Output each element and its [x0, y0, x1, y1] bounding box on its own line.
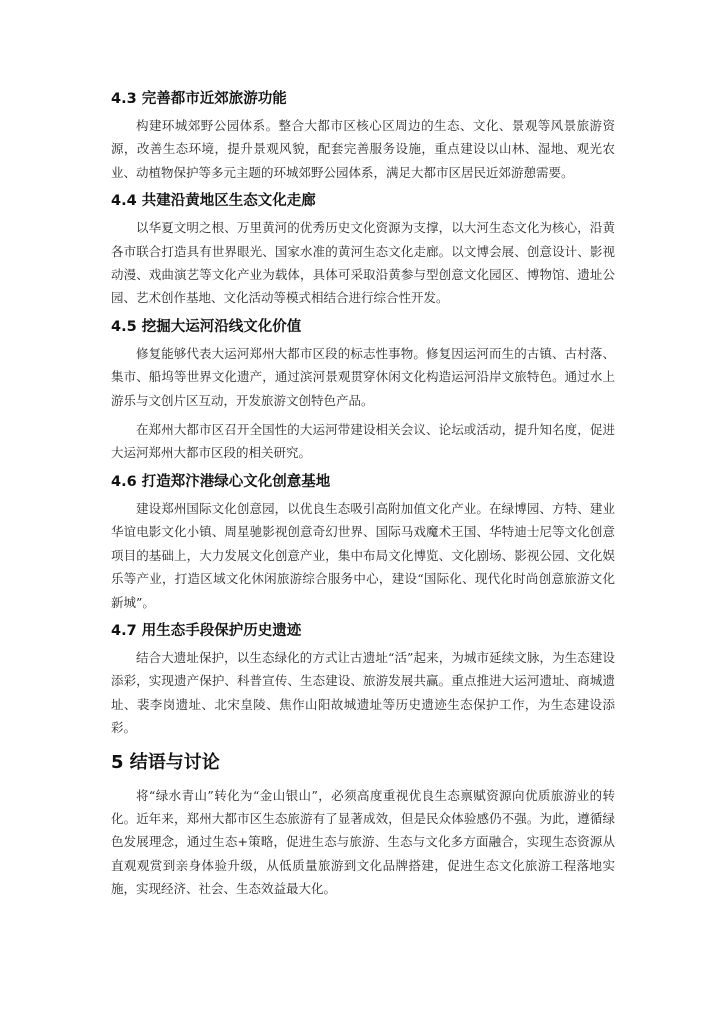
- chapter-heading: 5 结语与讨论: [111, 751, 220, 773]
- section-heading: 4.4 共建沿黄地区生态文化走廊: [111, 193, 316, 210]
- page-body: [111, 88, 615, 907]
- paragraph: 结合大遗址保护，以生态绿化的方式让古遗址“活”起来，为城市延续文脉，为生态建设添彩，实现遗产保护、科普宣传、生态建设、旅游发展共赢。重点推进大运河遗址、商城遗址、裴李岗遗址、北宋皇陵、焦作山阳故城遗址等历史遗迹生态保护工作，为生态建设添彩。: [111, 649, 615, 736]
- paragraph: 建设郑州国际文化创意园，以优良生态吸引高附加值文化产业。在绿博园、方特、建业华谊电影文化小镇、周星驰影视创意奇幻世界、国际马戏魔术王国、华特迪士尼等文化创意项目的基础上，大力发展文化创意产业，集中布局文化博览、文化剧场、影视公园、文化娱乐等产业，打造区域文化休闲旅游综合服务中心，建设“国际化、现代化时尚创意旅游文化新城”。: [111, 500, 615, 610]
- section-heading: 4.5 挖掘大运河沿线文化价值: [111, 318, 302, 335]
- chapter-5-conclusion: [111, 750, 615, 901]
- section-heading: 4.6 打造郑汴港绿心文化创意基地: [111, 473, 331, 490]
- section-4-4: [111, 190, 615, 310]
- section-4-6: [111, 471, 615, 614]
- section-heading: 4.7 用生态手段保护历史遗迹: [111, 622, 302, 639]
- section-4-7: [111, 620, 615, 740]
- paragraph: 在郑州大都市区召开全国性的大运河带建设相关会议、论坛或活动，提升知名度，促进大运河郑州大都市区段的相关研究。: [111, 422, 615, 461]
- paragraph: 构建环城郊野公园体系。整合大都市区核心区周边的生态、文化、景观等风景旅游资源，改善生态环境，提升景观风貌，配套完善服务设施，重点建设以山林、湿地、观光农业、动植物保护等多元主题的环城郊野公园体系，满足大都市区居民近郊游憩需要。: [111, 118, 615, 180]
- section-heading: 4.3 完善都市近郊旅游功能: [111, 91, 287, 107]
- paragraph: 修复能够代表大运河郑州大都市区段的标志性事物。修复因运河而生的古镇、古村落、集市、船坞等世界文化遗产，通过滨河景观贯穿休闲文化构造运河沿岸文旅特色。通过水上游乐与文创片区互动，开发旅游文创特色产品。: [111, 345, 615, 408]
- paragraph: 将“绿水青山”转化为“金山银山”，必须高度重视优良生态禀赋资源向优质旅游业的转化。近年来，郑州大都市区生态旅游有了显著成效，但是民众体验感仍不强。为此，遵循绿色发展理念，通过生态+策略，促进生态与旅游、生态与文化多方面融合，实现生态资源从直观观赏到亲身体验升级，从低质量旅游到文化品牌搭建，促进生态文化旅游工程落地实施，实现经济、社会、生态效益最大化。: [111, 787, 615, 897]
- paragraph: 以华夏文明之根、万里黄河的优秀历史文化资源为支撑，以大河生态文化为核心，沿黄各市联合打造具有世界眼光、国家水准的黄河生态文化走廊。以文博会展、创意设计、影视动漫、戏曲演艺等文化产业为载体，具体可采取沿黄参与型创意文化园区、博物馆、遗址公园、艺术创作基地、文化活动等模式相结合进行综合性开发。: [111, 220, 615, 306]
- section-4-3: [111, 88, 615, 184]
- section-4-5: [111, 316, 615, 465]
